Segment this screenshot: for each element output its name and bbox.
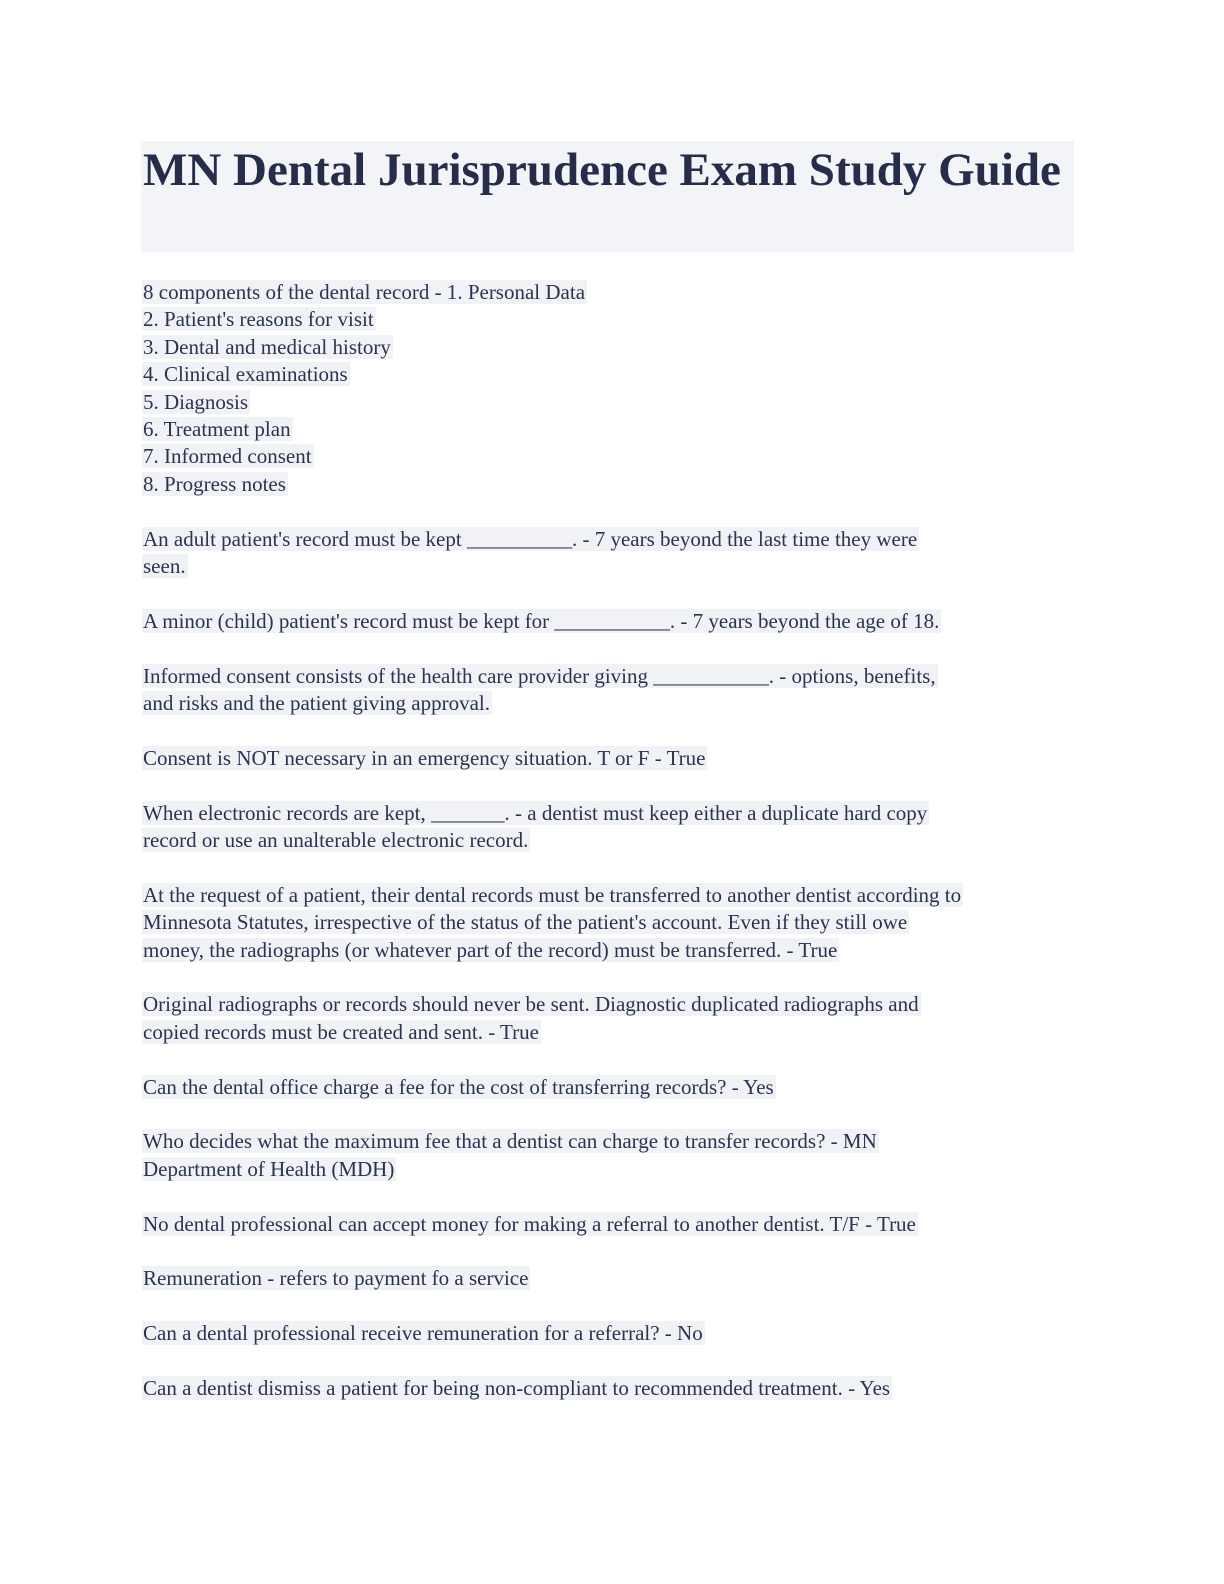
entry-line [142, 800, 1082, 827]
entry-adult-record [142, 526, 1082, 581]
entry-electronic-records [142, 800, 1082, 855]
entry-referral-money [142, 1211, 1082, 1238]
entry-line [142, 909, 1082, 936]
entry-records-transfer [142, 882, 1082, 964]
entry-line-text: Remuneration - refers to payment fo a service [143, 1266, 529, 1291]
entry-line-text: copied records must be created and sent. - True [143, 1019, 539, 1044]
entry-line [142, 389, 1082, 416]
entry-line-text: Can the dental office charge a fee for the cost of transferring records? - Yes [143, 1074, 774, 1099]
entry-line-text: 8. Progress notes [143, 471, 286, 496]
entry-line [142, 663, 1082, 690]
entry-line [142, 608, 1082, 635]
entry-record-components [142, 279, 1082, 498]
entry-line-text: 5. Diagnosis [143, 389, 248, 414]
entry-line [142, 361, 1082, 388]
entry-line-text: 8 components of the dental record - 1. Personal Data [143, 280, 586, 304]
entry-line [142, 1265, 1082, 1292]
entry-line [142, 553, 1082, 580]
entry-line-text: 6. Treatment plan [143, 417, 291, 442]
entry-line [142, 1156, 1082, 1183]
entry-line-text: Can a dental professional receive remuneration for a referral? - No [143, 1321, 703, 1346]
entry-line [142, 334, 1082, 361]
entry-line-text: When electronic records are kept, _______. - a dentist must keep either a duplicate hard copy [143, 800, 928, 825]
entry-line [142, 1128, 1082, 1155]
entry-line-text: Department of Health (MDH) [143, 1156, 395, 1181]
entry-line-text: A minor (child) patient's record must be kept for ___________. - 7 years beyond the age of 18. [143, 608, 940, 633]
entry-line-text: Informed consent consists of the health care provider giving ___________. - options, benefits, [143, 663, 936, 688]
entry-line-text: record or use an unalterable electronic record. [143, 828, 529, 853]
entry-line [142, 279, 1082, 306]
entry-line [142, 526, 1082, 553]
entry-line-text: Who decides what the maximum fee that a dentist can charge to transfer records? - MN [143, 1129, 877, 1154]
entry-minor-record [142, 608, 1082, 635]
entry-remuneration-referral [142, 1320, 1082, 1347]
entry-line [142, 991, 1082, 1018]
entry-line-text: No dental professional can accept money for making a referral to another dentist. T/F - True [143, 1211, 916, 1236]
entry-line-text: 4. Clinical examinations [143, 362, 348, 387]
entry-line [142, 471, 1082, 498]
entry-maximum-fee [142, 1128, 1082, 1183]
entry-line [142, 306, 1082, 333]
entry-original-radiographs [142, 991, 1082, 1046]
entry-transfer-fee [142, 1074, 1082, 1101]
entry-line-text: Can a dentist dismiss a patient for being non-compliant to recommended treatment. - Yes [143, 1376, 891, 1401]
entry-line [142, 1019, 1082, 1046]
entry-line-text: Minnesota Statutes, irrespective of the status of the patient's account. Even if they still owe [143, 910, 908, 935]
entry-line [142, 416, 1082, 443]
entry-line [142, 1320, 1082, 1347]
entry-line-text: 2. Patient's reasons for visit [143, 307, 374, 332]
entry-line [142, 937, 1082, 964]
entry-line [142, 690, 1082, 717]
entry-line [142, 745, 1082, 772]
entry-line-text: 7. Informed consent [143, 444, 312, 469]
entry-line-text: seen. [143, 554, 186, 579]
entry-informed-consent [142, 663, 1082, 718]
entry-remuneration [142, 1265, 1082, 1292]
entry-line-text: Original radiographs or records should never be sent. Diagnostic duplicated radiographs and [143, 992, 919, 1017]
entry-line [142, 443, 1082, 470]
entry-line-text: An adult patient's record must be kept __________. - 7 years beyond the last time they were [143, 526, 918, 551]
entry-line-text: At the request of a patient, their dental records must be transferred to another dentist according to [143, 882, 962, 907]
entry-line-text: Consent is NOT necessary in an emergency situation. T or F - True [143, 745, 706, 770]
entry-line-text: money, the radiographs (or whatever part of the record) must be transferred. - True [143, 937, 838, 962]
entry-line [142, 882, 1082, 909]
entry-line [142, 827, 1082, 854]
page-title: MN Dental Jurisprudence Exam Study Guide [143, 144, 1061, 196]
study-guide-content [142, 279, 1082, 1430]
entry-line [142, 1375, 1082, 1402]
entry-line [142, 1074, 1082, 1101]
entry-line-text: 3. Dental and medical history [143, 334, 391, 359]
entry-line-text: and risks and the patient giving approval. [143, 691, 491, 716]
entry-line [142, 1211, 1082, 1238]
entry-dismiss-patient [142, 1375, 1082, 1402]
entry-emergency-consent [142, 745, 1082, 772]
